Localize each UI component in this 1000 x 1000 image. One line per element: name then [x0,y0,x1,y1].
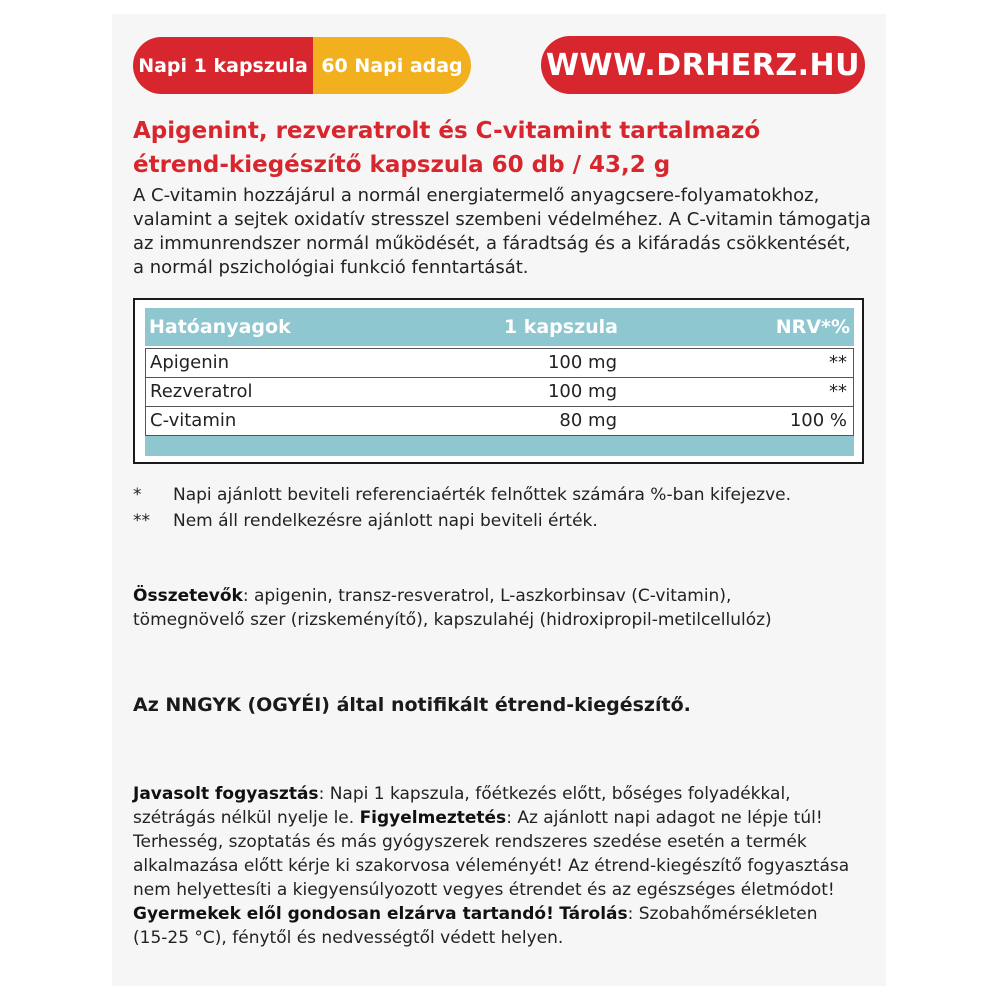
table-footer-bar [145,436,854,456]
children-warning: Gyermekek elől gondosan elzárva tartandó! [133,904,554,924]
row-name: C-vitamin [150,410,237,431]
storage-label: Tárolás [559,904,628,924]
header-per-capsule: 1 kapszula [503,316,618,338]
table-row [145,377,854,407]
notification-statement: Az NNGYK (OGYÉI) által notifikált étrend-kiegészítő. [133,694,691,716]
footnote [133,508,853,534]
nutrition-table [133,298,864,464]
headline-line-2: étrend-kiegészítő kapszula 60 db / 43,2 g [133,152,671,178]
intro-line: a normál pszichológiai funkció fenntartását. [133,257,529,278]
ingredients-line [133,584,863,608]
website-url-badge[interactable]: WWW.DRHERZ.HU [541,36,865,94]
storage-text: : Szobahőmérsékleten [627,904,818,924]
table-row [145,348,854,378]
daily-doses-badge: 60 Napi adag [313,37,471,94]
ingredients-label: Összetevők [133,586,243,606]
ingredients-text: : apigenin, transz-resveratrol, L-aszkorbinsav (C-vitamin), [242,586,732,606]
footnote-mark: * [133,485,142,505]
ingredients-section [133,584,863,632]
row-amount: 100 mg [547,381,617,402]
intro-line: az immunrendszer normál működését, a fáradtság és a kifáradás csökkentését, [133,233,851,254]
table-header [145,308,854,346]
daily-capsule-badge: Napi 1 kapszula [133,37,313,94]
row-nrv: ** [829,381,847,402]
footnote-mark: ** [133,511,150,531]
footnote-text: Napi ajánlott beviteli referenciaérték felnőttek számára %-ban kifejezve. [173,485,792,505]
footnotes [133,482,853,534]
warning-label: Figyelmeztetés [359,808,507,828]
row-name: Apigenin [150,352,230,373]
dosage-badges [133,37,471,94]
row-amount: 100 mg [547,352,617,373]
header-ingredient: Hatóanyagok [149,316,291,338]
headline-line-1: Apigenint, rezveratrolt és C-vitamint tartalmazó [133,118,761,144]
usage-text: szétrágás nélkül nyelje le. [133,808,360,828]
intro-text [133,184,871,280]
row-amount: 80 mg [559,410,617,431]
footnote-text: Nem áll rendelkezésre ajánlott napi beviteli érték. [173,511,598,531]
header-nrv: NRV*% [775,316,850,338]
warning-text: : Az ajánlott napi adagot ne lépje túl! [506,808,823,828]
footnote [133,482,853,508]
intro-line: valamint a sejtek oxidatív stresszel szembeni védelméhez. A C-vitamin támogatja [133,209,871,230]
usage-line: Terhesség, szoptatás és más gyógyszerek rendszeres szedése esetén a termék [133,832,807,852]
usage-line: nem helyettesíti a kiegyensúlyozott vegyes étrendet és az egészséges életmódot! [133,880,835,900]
table-row [145,406,854,436]
usage-line: (15-25 °C), fénytől és nedvességtől védett helyen. [133,928,564,948]
product-headline [133,114,873,182]
row-nrv: 100 % [789,410,847,431]
usage-text: : Napi 1 kapszula, főétkezés előtt, bőséges folyadékkal, [318,784,791,804]
usage-line [133,902,873,926]
usage-line: alkalmazása előtt kérje ki szakorvosa véleményét! Az étrend-kiegészítő fogyasztása [133,856,850,876]
usage-label: Javasolt fogyasztás [133,784,319,804]
row-nrv: ** [829,352,847,373]
intro-line: A C-vitamin hozzájárul a normál energiatermelő anyagcsere-folyamatokhoz, [133,185,820,206]
usage-line [133,806,873,830]
usage-line [133,782,873,806]
row-name: Rezveratrol [150,381,253,402]
usage-section [133,782,873,950]
ingredients-line: tömegnövelő szer (rizskeményítő), kapszulahéj (hidroxipropil-metilcellulóz) [133,610,772,630]
